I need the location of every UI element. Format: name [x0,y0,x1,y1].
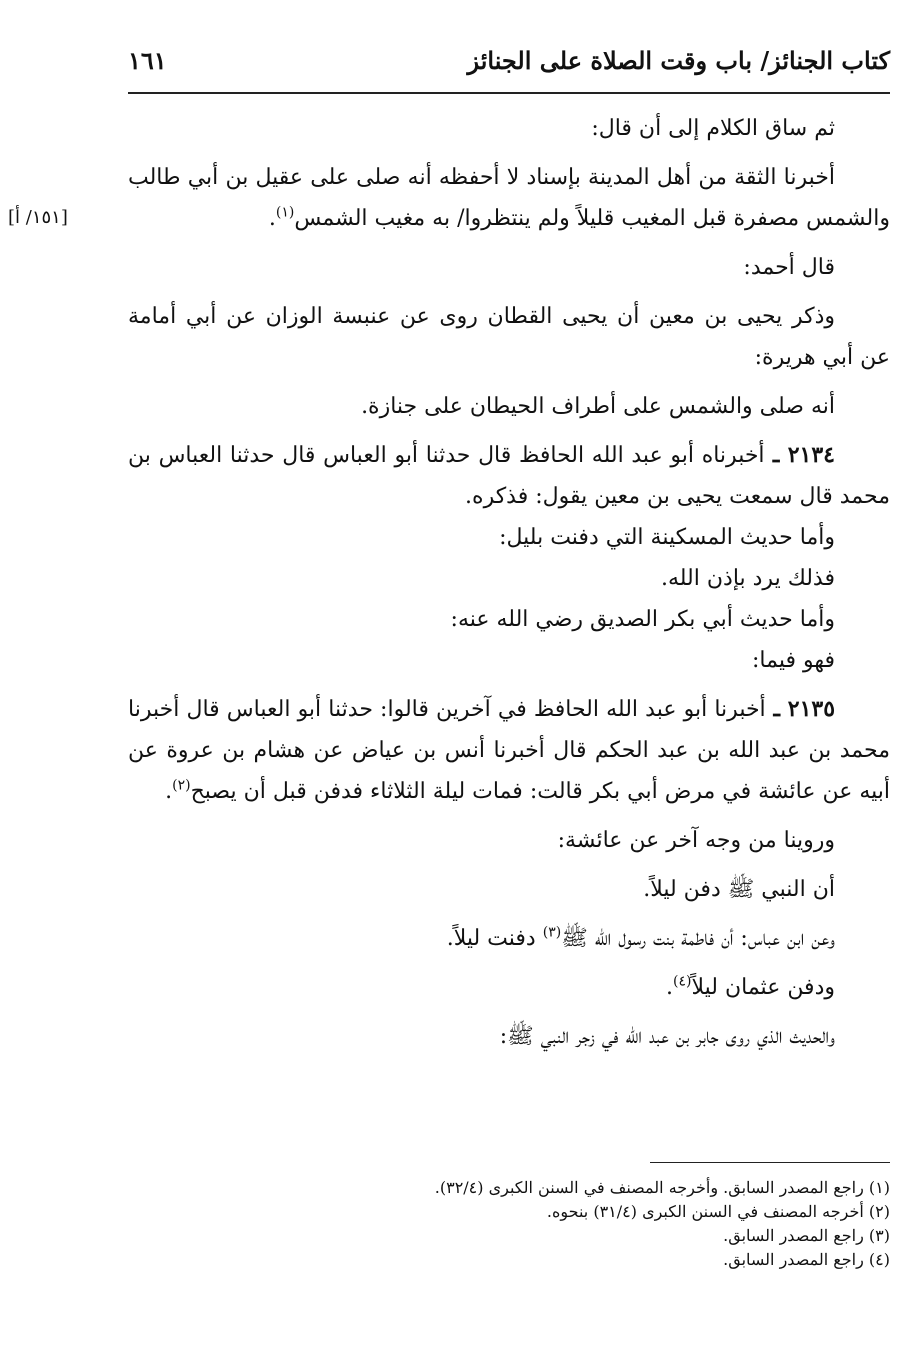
paragraph: أن النبي ﷺ دفن ليلاً. [643,877,835,902]
footnote-rule [650,1162,890,1163]
hadith-paragraph: ٢١٣٤ ـ أخبرناه أبو عبد الله الحافظ قال حدثنا أبو العباس قال حدثنا العباس بن محمد قال سمعت يحيى بن معين يقول: فذكره. [128,442,890,509]
paragraph: والحديث الذي روى جابر بن عبد الله في زجر النبي ﷺ: [499,1024,835,1049]
footnote-ref: (٣) [542,924,562,941]
header-rule [128,92,890,94]
paragraph: وعن ابن عباس: أن فاطمة بنت رسول الله ﷺ$^{(٣)}$ دفنت ليلاً. [446,924,835,951]
paragraph: قال أحمد: [743,255,835,280]
paragraph: وذكر يحيى بن معين أن يحيى القطان روى عن عنبسة الوزان عن أبي أمامة عن أبي هريرة: [128,304,890,370]
paragraph: فذلك يرد بإذن الله. [660,566,835,591]
paragraph: وأما حديث أبي بكر الصديق رضي الله عنه: [450,607,835,632]
paragraph: ودفن عثمان ليلاً$^{(٤)}$. [666,973,835,1000]
paragraph: وأما حديث المسكينة التي دفنت بليل: [499,525,835,550]
page-number: ١٦١ [128,46,167,75]
hadith-number: ٢١٣٥ [787,696,836,722]
footnotes [128,1176,890,1272]
margin-folio-note: [١٥١/ أ] [8,207,68,228]
paragraph: أنه صلى والشمس على أطراف الحيطان على جنازة. [361,394,835,419]
hadith-number: ٢١٣٤ [787,442,835,468]
footnote-ref: (٢) [172,777,191,794]
footnote: (٢) أخرجه المصنف في السنن الكبرى (٣١/٤) بنحوه. [546,1202,890,1221]
footnote-ref: (١) [275,204,295,221]
paragraph: أخبرنا الثقة من أهل المدينة بإسناد لا أحفظه أنه صلى على عقيل بن أبي طالب والشمس مصفرة قبل المغيب قليلاً ولم ينتظروا/ به مغيب الشمس$^{(١)}$. [128,165,890,231]
main-text [128,108,890,1057]
paragraph: وروينا من وجه آخر عن عائشة: [557,828,835,853]
paragraph: فهو فيما: [751,648,835,673]
footnote: (٣) راجع المصدر السابق. [723,1226,890,1245]
footnote: (٤) راجع المصدر السابق. [723,1250,890,1269]
running-header [128,40,890,90]
paragraph: ثم ساق الكلام إلى أن قال: [591,116,835,141]
running-title: كتاب الجنائز/ باب وقت الصلاة على الجنائز [467,46,890,75]
hadith-paragraph: ٢١٣٥ ـ أخبرنا أبو عبد الله الحافظ في آخرين قالوا: حدثنا أبو العباس قال أخبرنا محمد بن عبد الله بن عبد الحكم قال أخبرنا أنس بن عياض عن هشام بن عروة عن أبيه عن عائشة في مرض أبي بكر قالت: فمات ليلة الثلاثاء فدفن قبل أن يصبح$^{(٢)}$. [128,696,890,804]
footnote-ref: (٤) [673,973,692,990]
footnote: (١) راجع المصدر السابق. وأخرجه المصنف في السنن الكبرى (٣٢/٤). [434,1178,890,1197]
